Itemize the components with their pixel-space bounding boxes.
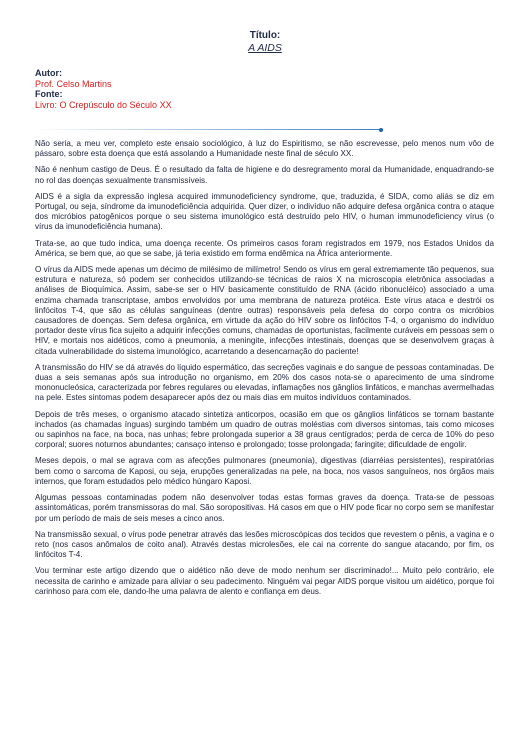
paragraph: A transmissão do HIV se dá através do líquido espermático, das secreções vaginais e do sangue de pessoas contaminadas. De duas a seis semanas após sua introdução no organismo, em 20% dos casos nota-se o aparecimento de uma síndrome mononucleósica, caracterizada por febres regulares ou elevadas, inflamações nos gânglios linfáticos, e manchas avermelhadas na pele. Estes sintomas podem desaparecer após dez ou mais dias em muitos indivíduos contaminados. [35,362,494,403]
paragraph: Não é nenhum castigo de Deus. É o resultado da falta de higiene e do desregramento moral da Humanidade, enquadrando-se no rol das doenças sexualmente transmissíveis. [35,165,494,185]
paragraph: Meses depois, o mal se agrava com as afecções pulmonares (pneumonia), digestivas (diarréias persistentes), respiratórias bem como o sarcoma de Kaposi, ou seja, erupções generalizadas na pele, na boca, nos vasos sanguíneos, nos órgãos mais internos, que foram estudados pelo médico húngaro Kaposi. [35,456,494,486]
paragraph: Trata-se, ao que tudo indica, uma doença recente. Os primeiros casos foram registrados em 1979, nos Estados Unidos da América, se bem que, ao que se sabe, já teria existido em forma endêmica na África anteriormente. [35,238,494,258]
paragraph: Não seria, a meu ver, completo este ensaio sociológico, à luz do Espiritismo, se não escrevesse, pelo menos num vôo de pássaro, sobre esta doença que está assolando a Humanidade neste final de século XX. [35,139,494,159]
paragraph: Algumas pessoas contaminadas podem não desenvolver todas estas formas graves da doença. Trata-se de pessoas assintomáticas, porém transmissoras do mal. São soropositivas. Há casos em que o HIV pode ficar no corpo sem se manifestar por um período de mais de seis meses a cinco anos. [35,493,494,523]
divider-dot-icon [379,128,383,132]
divider-line [33,128,383,131]
document-header [0,30,530,54]
paragraph: Vou terminar este artigo dizendo que o aidético não deve de modo nenhum ser discriminado!... Muito pelo contrário, ele necessita de carinho e amizade para aliviar o seu padecimento. Ninguém vai pegar AIDS porque visitou um aidético, porque foi carinhoso para com ele, dando-lhe uma palavra de alento e confiança em deus. [35,566,494,596]
article-body [35,139,494,603]
paragraph: O vírus da AIDS mede apenas um décimo de milésimo de milímetro! Sendo os vírus em geral extremamente tão pequenos, sua estrutura e natureza, só podem ser conhecidos utilizando-se técnicas de raios X na microscopia eletrônica associadas a análises de Bioquímica. Assim, sabe-se ser o HIV basicamente constituído de RNA (ácido ribonucléico) associado a uma enzima chamada transcriptase, ambos envolvidos por uma membrana de natureza protéica. Este vírus ataca e destrói os linfócitos T-4, que são as células sanguíneas (dentre outras) responsáveis pela defesa do corpo contra os micróbios causadores de doenças. Sem defesa orgânica, em virtude da ação do HIV sobre os linfócitos T-4, o organismo do indivíduo portador deste vírus fica sujeito a adquirir infecções comuns, chamadas de oportunistas, facilmente curáveis em pessoas sem o HIV, e mortais nos aidéticos, como a pneumonia, a meningite, infecções intestinais, doenças que se desenvolvem graças à citada vulnerabilidade do sistema imunológico, acarretando a desencarnação do paciente! [35,265,494,356]
paragraph: Depois de três meses, o organismo atacado sintetiza anticorpos, ocasião em que os gânglios linfáticos se tornam bastante inchados (as chamadas ínguas) surgindo também um quadro de outras moléstias com diversos sintomas, tais como micoses ou sapinhos na face, na boca, nas unhas; febre prolongada superior a 38 graus centígrados; perda de cerca de 10% do peso corporal; suores noturnos abundantes; cansaço intenso e prolongado; tosse prolongada; faringite; dificuldade de engolir. [35,409,494,450]
document-title: A AIDS [248,42,282,54]
author-name: Prof. Celso Martins [35,78,112,89]
author-label: Autor: [35,68,62,78]
source-name: Livro: O Crepúsculo do Século XX [35,99,172,110]
divider-rule [33,129,381,130]
paragraph: AIDS é a sigla da expressão inglesa acquired immunodeficiency syndrome, que, traduzida, é SIDA, como aliás se diz em Portugal, ou seja, síndrome da imunodeficiência adquirida. Quer dizer, o indivíduo não adquire defesa orgânica contra o ataque dos micróbios patogênicos porque o seu sistema imunológico está destruído pelo HIV, o human immunodeficiency vírus (o vírus da imunodeficiência humana). [35,191,494,232]
paragraph: Na transmissão sexual, o vírus pode penetrar através das lesões microscópicas dos tecidos que revestem o pênis, a vagina e o reto (nos casos anômalos de coito anal). Através destas microlesões, ele cai na corrente do sangue atacando, por fim, os linfócitos T-4. [35,529,494,560]
source-label: Fonte: [35,89,63,100]
document-metadata [35,68,172,110]
title-label: Título: [249,30,281,41]
